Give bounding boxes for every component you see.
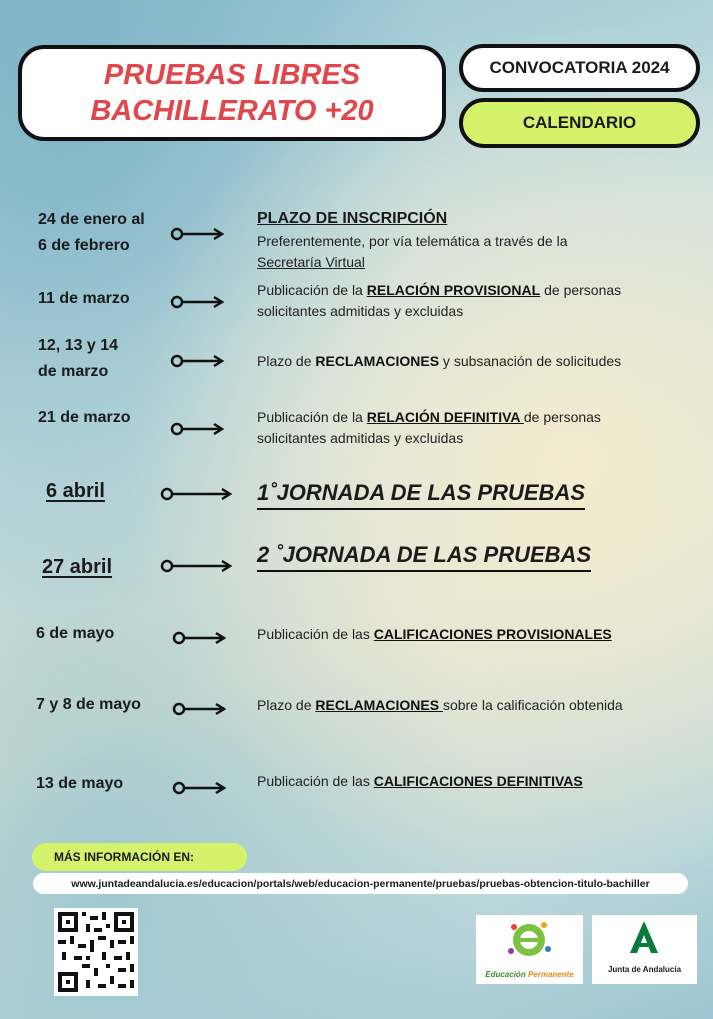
title-line-1: PRUEBAS LIBRES	[103, 59, 361, 91]
date-line: 6 de febrero	[38, 237, 130, 254]
junta-logo-text: Junta de Andalucía	[607, 965, 682, 974]
ep-logo-word: Educación	[485, 970, 526, 979]
date-calif-provisionales: 6 de mayo	[36, 625, 115, 642]
arrow-right-icon	[170, 226, 226, 242]
arrow-right-icon	[172, 701, 228, 717]
desc-text: Publicación de las	[257, 773, 374, 789]
desc-bold: RECLAMACIONES	[315, 697, 443, 713]
desc-text: solicitantes admitidas y excluidas	[257, 430, 464, 446]
jornada-1-heading: 1˚JORNADA DE LAS PRUEBAS	[257, 480, 585, 510]
info-url-link[interactable]: www.juntadeandalucia.es/educacion/portals/web/educacion-permanente/pruebas/pruebas-obtencion-titulo-bachiller	[33, 873, 688, 894]
junta-andalucia-logo	[592, 915, 697, 984]
desc-bold: RECLAMACIONES	[315, 353, 440, 369]
desc-text: y subsanación de solicitudes	[439, 353, 622, 369]
date-jornada-2: 27 abril	[42, 556, 113, 578]
date-rel-definitiva: 21 de marzo	[38, 409, 131, 426]
ep-logo-text	[476, 970, 583, 979]
secretaria-virtual-link[interactable]: Secretaría Virtual	[257, 254, 365, 270]
convocatoria-badge: CONVOCATORIA 2024	[459, 44, 700, 92]
desc-bold: RELACIÓN PROVISIONAL	[366, 282, 541, 298]
date-line: 24 de enero al	[38, 211, 145, 228]
junta-andalucia-icon	[592, 915, 697, 960]
mas-informacion-label: MÁS INFORMACIÓN EN:	[32, 843, 247, 871]
date-line: 12, 13 y 14	[38, 337, 119, 354]
desc-text: solicitantes admitidas y excluidas	[257, 303, 464, 319]
calendario-badge: CALENDARIO	[459, 98, 700, 148]
ep-logo-word: Permanente	[527, 970, 574, 979]
item-reclamaciones-2	[257, 695, 697, 716]
qr-code[interactable]	[54, 908, 138, 996]
desc-text: de personas	[523, 409, 601, 425]
arrow-right-icon	[170, 294, 226, 310]
qr-code-icon	[54, 908, 138, 996]
desc-text: Publicación de la	[257, 282, 367, 298]
item-calif-definitivas	[257, 771, 687, 792]
arrow-right-icon	[170, 421, 226, 437]
arrow-right-icon	[172, 780, 228, 796]
date-calif-definitivas: 13 de mayo	[36, 775, 124, 792]
date-inscripcion	[38, 207, 145, 259]
educacion-permanente-logo	[476, 915, 583, 984]
desc-text: Preferentemente, por vía telemática a través de la	[257, 233, 568, 249]
item-rel-provisional	[257, 280, 677, 322]
desc-bold: CALIFICACIONES PROVISIONALES	[373, 626, 612, 642]
desc-text: Publicación de las	[257, 626, 374, 642]
item-calif-provisionales	[257, 624, 687, 645]
desc-text: de personas	[540, 282, 622, 298]
arrow-right-icon	[172, 630, 228, 646]
arrow-right-icon	[160, 558, 234, 574]
date-reclamaciones-1	[38, 333, 118, 385]
desc-bold: CALIFICACIONES DEFINITIVAS	[373, 773, 583, 789]
desc-text: Publicación de la	[257, 409, 367, 425]
date-line: de marzo	[38, 363, 109, 380]
arrow-right-icon	[170, 353, 226, 369]
desc-text: sobre la calificación obtenida	[442, 697, 623, 713]
desc-text: Plazo de	[257, 697, 316, 713]
educacion-permanente-icon	[476, 915, 583, 965]
date-rel-provisional: 11 de marzo	[38, 290, 130, 307]
item-reclamaciones-1	[257, 351, 687, 372]
title-line-2: BACHILLERATO +20	[90, 95, 374, 127]
title-box	[18, 45, 446, 141]
date-reclamaciones-2: 7 y 8 de mayo	[36, 696, 141, 713]
date-jornada-1: 6 abril	[46, 480, 105, 502]
arrow-right-icon	[160, 486, 234, 502]
desc-text: Plazo de	[257, 353, 316, 369]
jornada-2-heading: 2 ˚JORNADA DE LAS PRUEBAS	[257, 542, 591, 572]
item-inscripcion	[257, 210, 677, 273]
heading-inscripcion: PLAZO DE INSCRIPCIÓN	[257, 210, 448, 227]
item-rel-definitiva	[257, 407, 677, 449]
desc-bold: RELACIÓN DEFINITIVA	[366, 409, 524, 425]
